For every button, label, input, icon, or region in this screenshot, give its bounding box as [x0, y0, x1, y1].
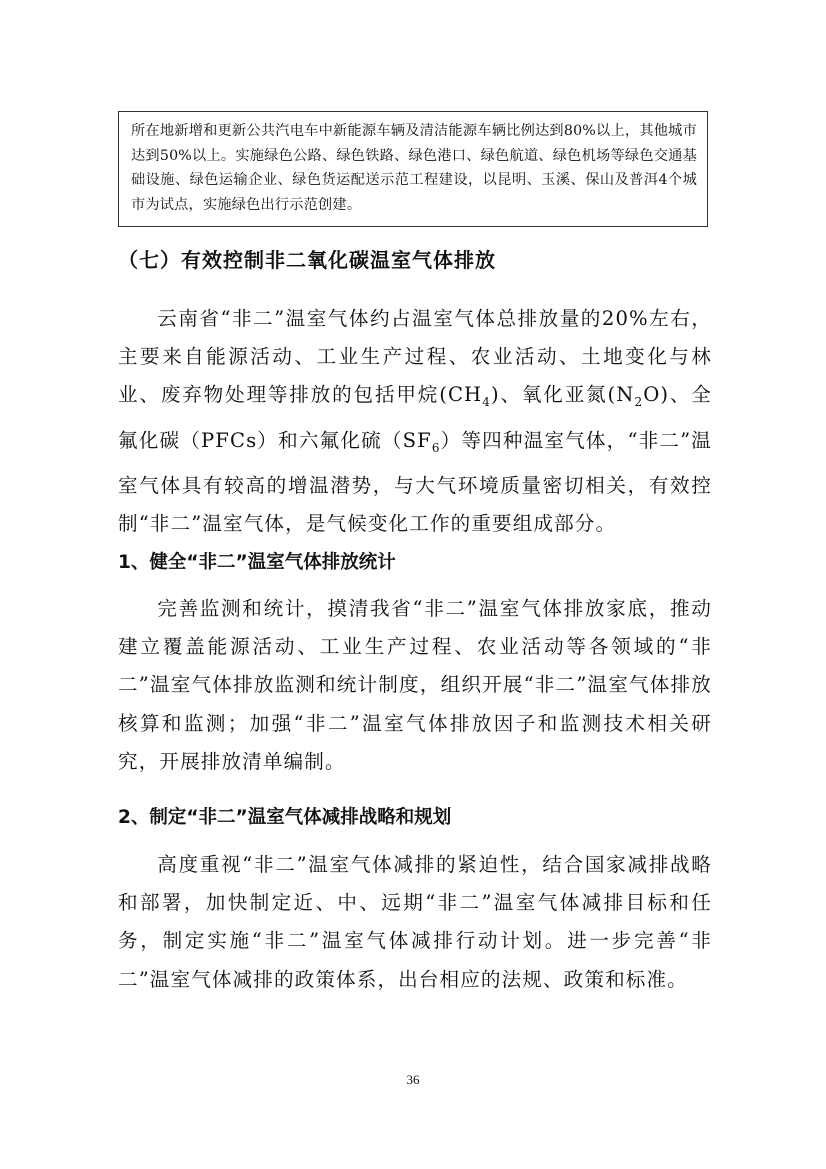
page-number: 36: [406, 1072, 420, 1087]
intro-text-1: 云南省“非二”温室气体约占温室气体总排放量的20%左右，主要来自能源活动、工业生产过程、农业活动、土地变化与林业、废弃物处理等排放的包括甲烷(CH: [118, 307, 712, 407]
subsection-2-paragraph: 高度重视“非二”温室气体减排的紧迫性，结合国家减排战略和部署，加快制定近、中、远期“非二”温室气体减排目标和任务，制定实施“非二”温室气体减排行动计划。进一步完善“非二”温室气体减排的政策体系，出台相应的法规、政策和标准。: [118, 853, 712, 991]
boxed-text-continuation: 所在地新增和更新公共汽电车中新能源车辆及清洁能源车辆比例达到80%以上，其他城市达到50%以上。实施绿色公路、绿色铁路、绿色港口、绿色航道、绿色机场等绿色交通基础设施、绿色运输企业、绿色货运配送示范工程建设，以昆明、玉溪、保山及普洱4个城市为试点，实施绿色出行示范创建。: [118, 111, 708, 227]
subsection-heading-1: 1、健全“非二”温室气体排放统计: [118, 552, 396, 573]
intro-text-4: ）等四种温室气体，“非二”温室气体具有较高的增温潜势，与大气环境质量密切相关，有效控制“非二”温室气体，是气候变化工作的重要组成部分。: [118, 428, 713, 535]
n2o-subscript: 2: [634, 395, 644, 410]
subsection-heading-2: 2、制定“非二”温室气体减排战略和规划: [118, 807, 452, 828]
intro-text-3: O)、全氟化碳（PFCs）和六氟化硫（SF: [118, 383, 713, 452]
subsection-1-paragraph: 完善监测和统计，摸清我省“非二”温室气体排放家底，推动建立覆盖能源活动、工业生产过程、农业活动等各领域的“非二”温室气体排放监测和统计制度，组织开展“非二”温室气体排放核算和监测；加强“非二”温室气体排放因子和监测技术相关研究，开展排放清单编制。: [118, 597, 712, 773]
intro-paragraph: [118, 300, 712, 543]
ch4-subscript: 4: [482, 395, 491, 410]
intro-text-2: )、氧化亚氮(N: [490, 383, 635, 407]
sf6-subscript: 6: [431, 440, 441, 455]
section-heading: （七）有效控制非二氧化碳温室气体排放: [118, 248, 496, 272]
